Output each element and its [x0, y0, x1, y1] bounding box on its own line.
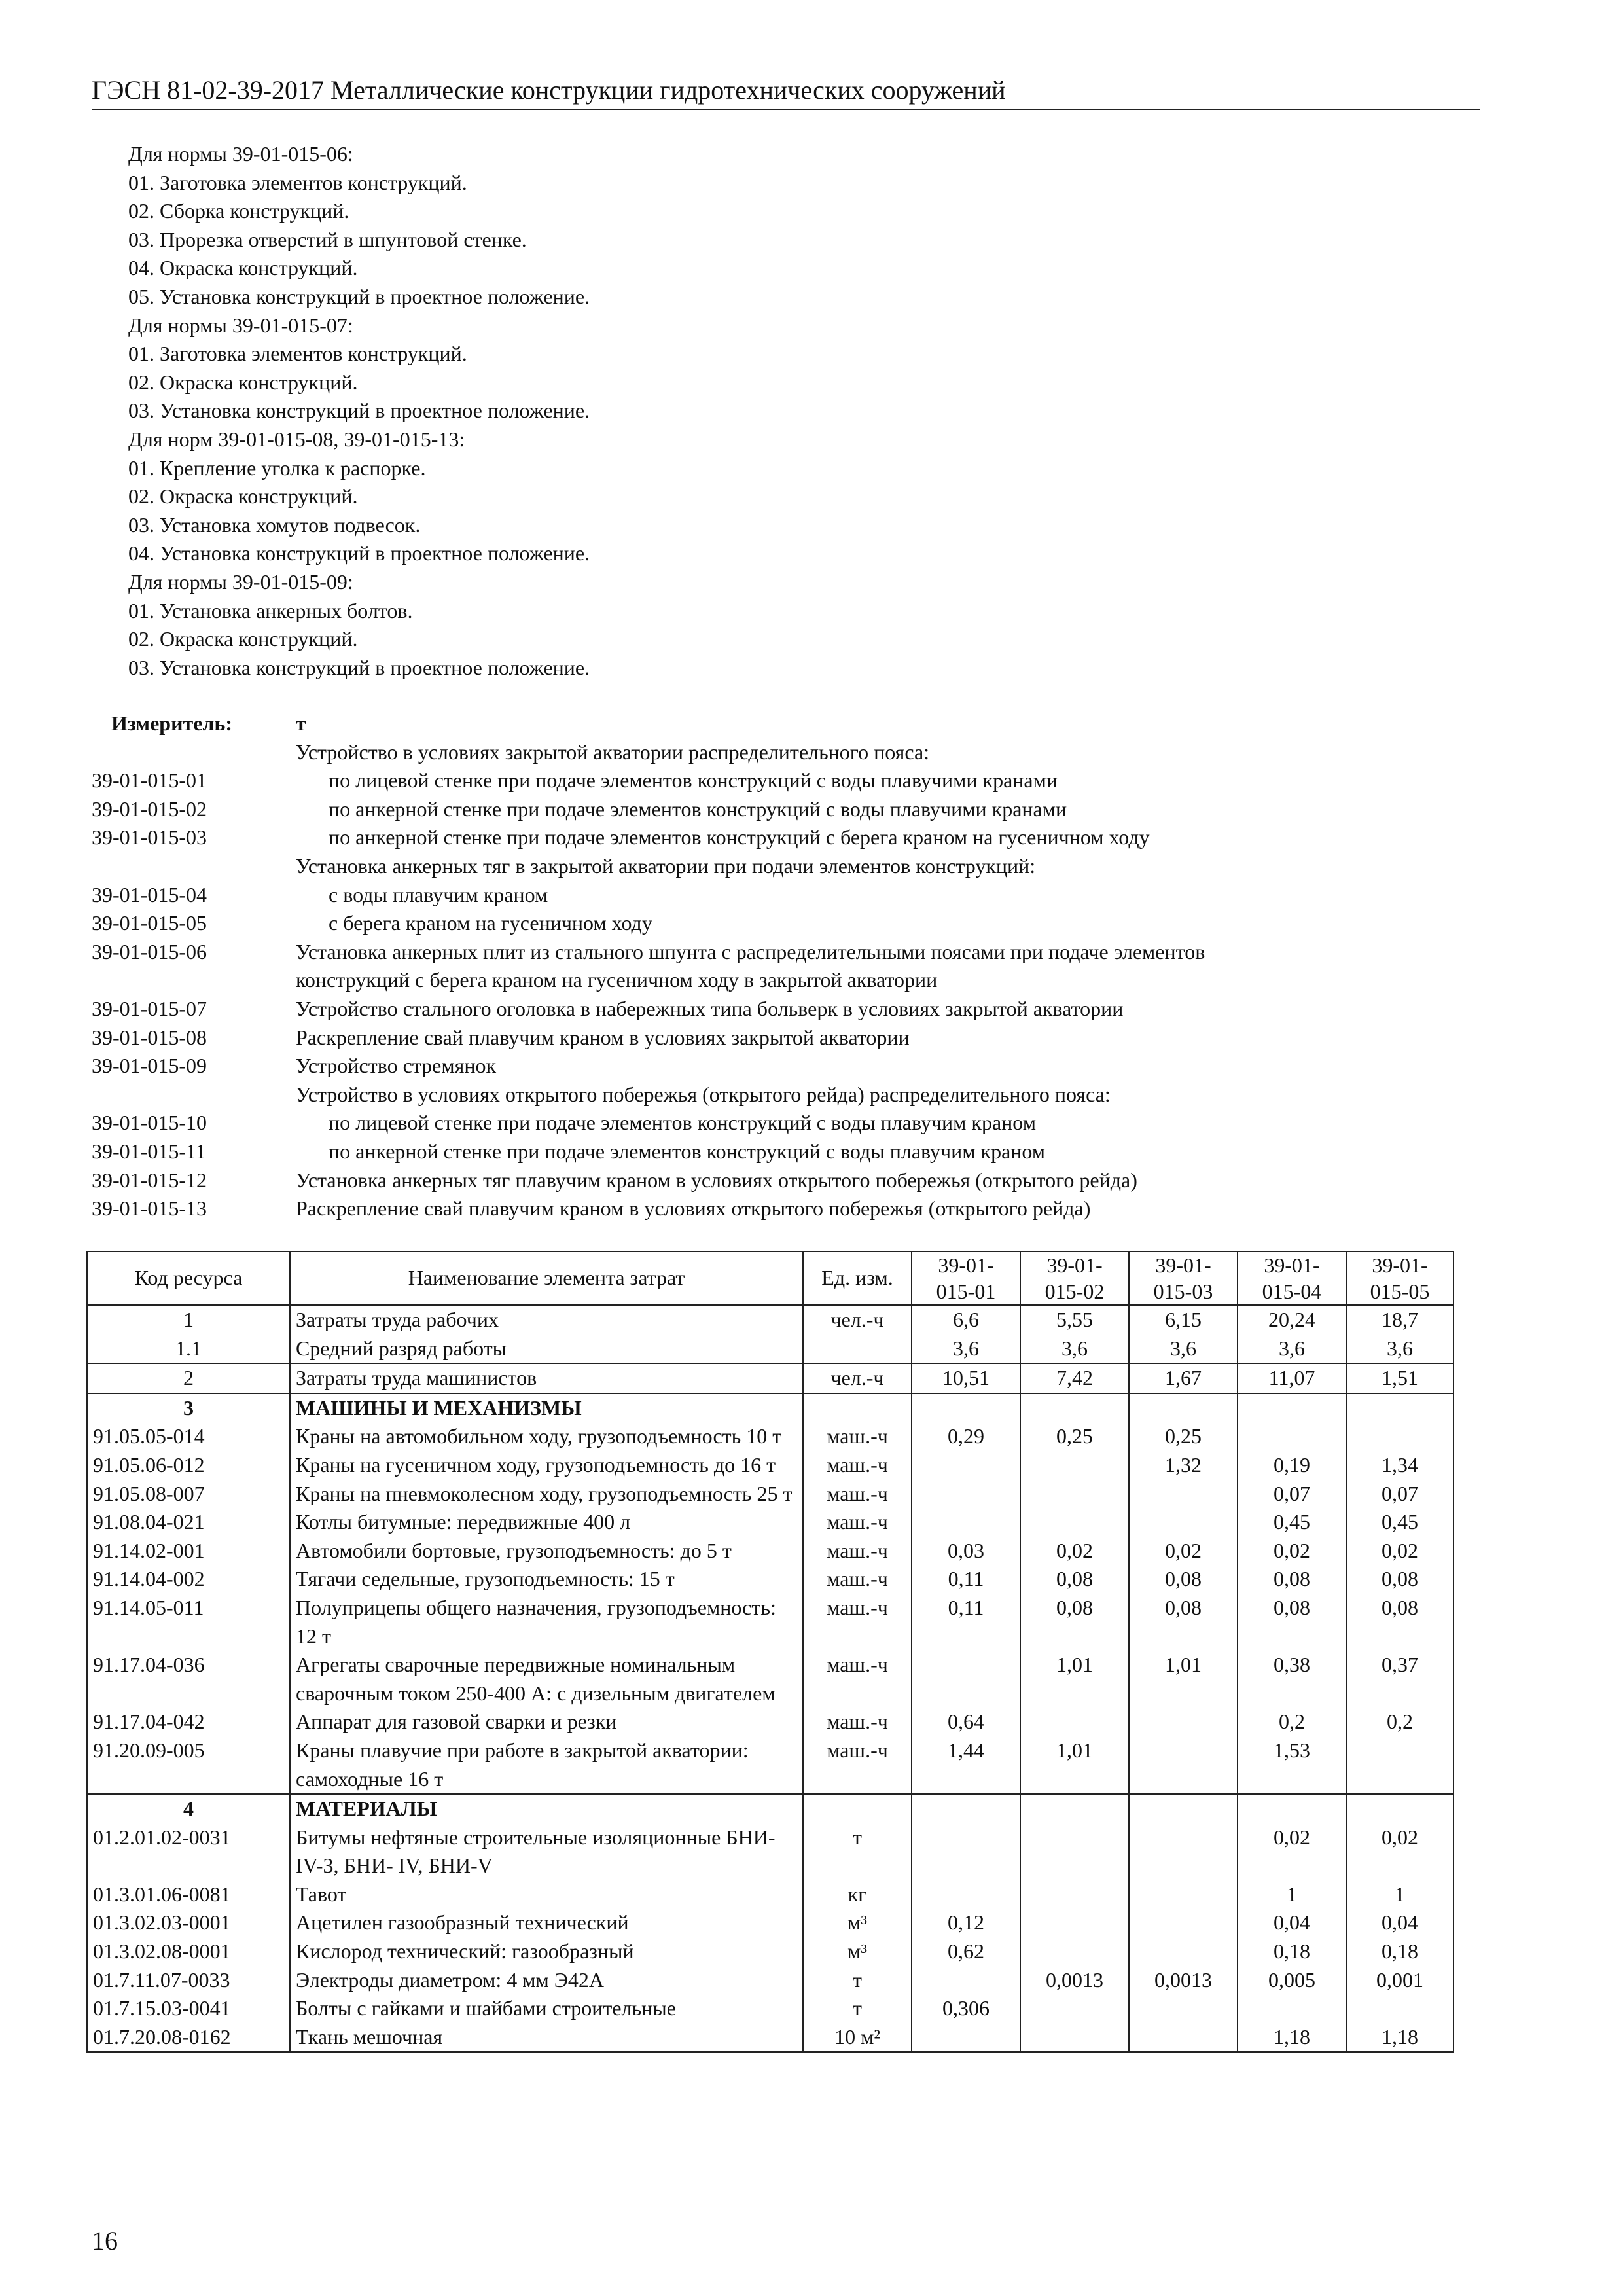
resource-value [1020, 1480, 1129, 1509]
resource-value [1129, 1823, 1238, 1880]
resource-code: 1.1 [87, 1335, 290, 1364]
resource-value: 0,07 [1238, 1480, 1346, 1509]
resource-code: 1 [87, 1305, 290, 1335]
resource-unit: чел.-ч [803, 1305, 912, 1335]
table-row [87, 1736, 1454, 1794]
measure-row [92, 1194, 1531, 1223]
resource-name: Автомобили бортовые, грузоподъемность: до 5 т [290, 1537, 803, 1566]
resource-value [1020, 1508, 1129, 1537]
resource-value: 0,0013 [1020, 1966, 1129, 1995]
resource-unit: маш.-ч [803, 1565, 912, 1594]
norm-description: Раскрепление свай плавучим краном в условиях открытого побережья (открытого рейда) [296, 1196, 1091, 1221]
resource-name: Аппарат для газовой сварки и резки [290, 1708, 803, 1736]
resource-name: Краны на гусеничном ходу, грузоподъемность до 16 т [290, 1451, 803, 1480]
resource-code: 91.14.05-011 [87, 1594, 290, 1651]
resource-value: 0,08 [1346, 1594, 1454, 1651]
resource-unit: маш.-ч [803, 1708, 912, 1736]
resource-value: 0,08 [1020, 1594, 1129, 1651]
resource-code: 91.05.05-014 [87, 1422, 290, 1451]
resource-value: 1 [1346, 1880, 1454, 1909]
table-row [87, 1537, 1454, 1566]
resource-code: 01.3.01.06-0081 [87, 1880, 290, 1909]
measure-row [92, 1024, 1531, 1052]
resource-value [1238, 1393, 1346, 1423]
resource-value: 0,0013 [1129, 1966, 1238, 1995]
resource-unit [803, 1335, 912, 1364]
measure-row [92, 909, 1531, 938]
resource-name: Средний разряд работы [290, 1335, 803, 1364]
resource-name: Битумы нефтяные строительные изоляционные БНИ-IV-3, БНИ- IV, БНИ-V [290, 1823, 803, 1880]
resource-value [1129, 1393, 1238, 1423]
resource-name: Затраты труда машинистов [290, 1363, 803, 1393]
measure-row [92, 766, 1531, 795]
step-line: 02. Окраска конструкций. [128, 627, 358, 651]
resource-unit: маш.-ч [803, 1451, 912, 1480]
resource-value [912, 1794, 1020, 1823]
resource-unit: чел.-ч [803, 1363, 912, 1393]
norm-code: 39-01-015-13 [92, 1196, 207, 1221]
resource-name: Болты с гайками и шайбами строительные [290, 1994, 803, 2023]
header-title: ГЭСН 81-02-39-2017 Металлические конструкции гидротехнических сооружений [92, 75, 1006, 105]
resource-name: Краны плавучие при работе в закрытой акватории: самоходные 16 т [290, 1736, 803, 1794]
resource-value [1238, 1794, 1346, 1823]
step-line: Для нормы 39-01-015-07: [128, 313, 353, 337]
norm-description: Устройство в условиях закрытой акватории распределительного пояса: [296, 740, 930, 764]
table-row [87, 1651, 1454, 1708]
resource-value: 0,18 [1238, 1937, 1346, 1966]
table-row [87, 1363, 1454, 1393]
norm-description: Устройство стального оголовка в набережных типа больверк в условиях закрытой акватории [296, 996, 1124, 1020]
resource-value [912, 1451, 1020, 1480]
resource-value: 0,306 [912, 1994, 1020, 2023]
norm-description: Устройство стремянок [296, 1054, 497, 1078]
measure-unit: т [296, 711, 306, 735]
resource-value [912, 1880, 1020, 1909]
resource-value [1346, 1994, 1454, 2023]
resource-value: 0,07 [1346, 1480, 1454, 1509]
resource-value: 1 [1238, 1880, 1346, 1909]
resource-value [1129, 1480, 1238, 1509]
header-col [1238, 1251, 1346, 1305]
resource-value: 0,11 [912, 1565, 1020, 1594]
measure-row [92, 1081, 1531, 1109]
resource-code: 4 [87, 1794, 290, 1823]
norm-description: по анкерной стенке при подаче элементов конструкций с воды плавучим краном [329, 1139, 1046, 1163]
norm-description: Раскрепление свай плавучим краном в условиях закрытой акватории [296, 1025, 910, 1049]
table-row [87, 1909, 1454, 1937]
resource-name: Электроды диаметром: 4 мм Э42А [290, 1966, 803, 1995]
resource-value [1346, 1422, 1454, 1451]
resource-value [1238, 1994, 1346, 2023]
measure-row [92, 852, 1531, 881]
norm-description: с воды плавучим краном [329, 882, 548, 906]
resource-value: 0,08 [1238, 1565, 1346, 1594]
resource-value [1129, 1508, 1238, 1537]
resource-value: 0,04 [1346, 1909, 1454, 1937]
resource-value [1020, 1880, 1129, 1909]
resource-value [912, 1966, 1020, 1995]
resource-unit: т [803, 1994, 912, 2023]
resource-value [1129, 1994, 1238, 2023]
resource-value [1020, 1994, 1129, 2023]
step-line: Для нормы 39-01-015-09: [128, 569, 353, 594]
page-number: 16 [92, 2226, 118, 2255]
resource-value [912, 2023, 1020, 2053]
resource-value: 0,2 [1346, 1708, 1454, 1736]
resource-value: 0,37 [1346, 1651, 1454, 1708]
measure-row [92, 1166, 1531, 1195]
resource-value: 10,51 [912, 1363, 1020, 1393]
resource-value [1346, 1393, 1454, 1423]
resource-value: 6,6 [912, 1305, 1020, 1335]
resource-name: Ткань мешочная [290, 2023, 803, 2053]
resource-value: 20,24 [1238, 1305, 1346, 1335]
measure-row [92, 795, 1531, 824]
resource-value: 0,62 [912, 1937, 1020, 1966]
resource-code: 91.08.04-021 [87, 1508, 290, 1537]
table-row [87, 1451, 1454, 1480]
resource-unit: т [803, 1823, 912, 1880]
section-row [87, 1393, 1454, 1423]
resource-value: 3,6 [1129, 1335, 1238, 1364]
resource-unit [803, 1794, 912, 1823]
header-name: Наименование элемента затрат [290, 1251, 803, 1305]
header-col-label: 39-01- 015-01 [936, 1253, 996, 1303]
resource-name: Тавот [290, 1880, 803, 1909]
resource-value: 0,02 [1020, 1537, 1129, 1566]
resource-name: МАШИНЫ И МЕХАНИЗМЫ [290, 1393, 803, 1423]
resource-value [1129, 1736, 1238, 1794]
norm-code: 39-01-015-05 [92, 911, 207, 935]
resource-name: Полуприцепы общего назначения, грузоподъемность: 12 т [290, 1594, 803, 1651]
step-line: 04. Окраска конструкций. [128, 256, 358, 280]
resource-value: 0,29 [912, 1422, 1020, 1451]
resource-value: 3,6 [1238, 1335, 1346, 1364]
resource-value: 0,19 [1238, 1451, 1346, 1480]
resource-value: 0,12 [912, 1909, 1020, 1937]
resource-value: 5,55 [1020, 1305, 1129, 1335]
step-line: 01. Заготовка элементов конструкций. [128, 170, 467, 194]
resource-value [1020, 2023, 1129, 2053]
resource-value [912, 1651, 1020, 1708]
table-row [87, 1335, 1454, 1364]
norm-description: с берега краном на гусеничном ходу [329, 911, 652, 935]
header-unit: Ед. изм. [803, 1251, 912, 1305]
norm-code: 39-01-015-06 [92, 939, 207, 963]
resource-value: 0,02 [1346, 1537, 1454, 1566]
resource-value [1129, 2023, 1238, 2053]
norm-description: по анкерной стенке при подаче элементов конструкций с воды плавучими кранами [329, 797, 1067, 821]
table-row [87, 1594, 1454, 1651]
resource-value: 1,32 [1129, 1451, 1238, 1480]
table-row [87, 1422, 1454, 1451]
resource-table [86, 1251, 1454, 2053]
resource-code: 91.05.08-007 [87, 1480, 290, 1509]
measure-row [92, 1138, 1531, 1166]
header-col [912, 1251, 1020, 1305]
resource-unit: маш.-ч [803, 1537, 912, 1566]
resource-value: 0,08 [1129, 1565, 1238, 1594]
resource-value: 0,45 [1346, 1508, 1454, 1537]
resource-value [1129, 1794, 1238, 1823]
resource-name: Кислород технический: газообразный [290, 1937, 803, 1966]
measure-row [92, 881, 1531, 910]
table-row [87, 1305, 1454, 1335]
resource-name: МАТЕРИАЛЫ [290, 1794, 803, 1823]
resource-value: 0,02 [1238, 1537, 1346, 1566]
resource-value [1020, 1909, 1129, 1937]
step-line: Для норм 39-01-015-08, 39-01-015-13: [128, 427, 465, 451]
resource-code: 91.05.06-012 [87, 1451, 290, 1480]
measure-row [92, 995, 1531, 1024]
resource-value [1346, 1736, 1454, 1794]
step-line: 03. Установка хомутов подвесок. [128, 512, 421, 537]
resource-unit: маш.-ч [803, 1480, 912, 1509]
resource-value: 1,01 [1020, 1651, 1129, 1708]
resource-value: 0,45 [1238, 1508, 1346, 1537]
resource-value: 0,02 [1346, 1823, 1454, 1880]
resource-value: 11,07 [1238, 1363, 1346, 1393]
resource-code: 2 [87, 1363, 290, 1393]
resource-unit: маш.-ч [803, 1651, 912, 1708]
norm-code: 39-01-015-07 [92, 996, 207, 1020]
resource-value [1020, 1708, 1129, 1736]
resource-unit: маш.-ч [803, 1736, 912, 1794]
resource-value: 3,6 [1020, 1335, 1129, 1364]
resource-value: 6,15 [1129, 1305, 1238, 1335]
norm-description: по лицевой стенке при подаче элементов конструкций с воды плавучими кранами [329, 768, 1058, 793]
resource-value [1020, 1393, 1129, 1423]
resource-code: 01.2.01.02-0031 [87, 1823, 290, 1880]
measure-row [92, 1052, 1531, 1081]
resource-value: 0,08 [1238, 1594, 1346, 1651]
measure-label: Измеритель: [111, 711, 232, 735]
resource-value: 3,6 [1346, 1335, 1454, 1364]
resource-value [1346, 1794, 1454, 1823]
resource-value: 1,01 [1020, 1736, 1129, 1794]
resource-value [912, 1508, 1020, 1537]
resource-value: 0,08 [1346, 1565, 1454, 1594]
resource-value: 1,18 [1238, 2023, 1346, 2053]
resource-value [912, 1393, 1020, 1423]
resource-value: 3,6 [912, 1335, 1020, 1364]
header-col [1346, 1251, 1454, 1305]
norm-description: Установка анкерных плит из стального шпунта с распределительными поясами при подаче элементов [296, 939, 1205, 963]
resource-unit: маш.-ч [803, 1422, 912, 1451]
step-line: 04. Установка конструкций в проектное положение. [128, 541, 590, 565]
resource-name: Затраты труда рабочих [290, 1305, 803, 1335]
measure-row [92, 709, 1531, 738]
resource-value: 0,005 [1238, 1966, 1346, 1995]
resource-code: 01.7.20.08-0162 [87, 2023, 290, 2053]
resource-code: 91.17.04-036 [87, 1651, 290, 1708]
measure-row [92, 966, 1531, 995]
resource-name: Тягачи седельные, грузоподъемность: 15 т [290, 1565, 803, 1594]
resource-value: 0,02 [1129, 1537, 1238, 1566]
step-line: 03. Прорезка отверстий в шпунтовой стенке. [128, 227, 527, 251]
resource-unit: маш.-ч [803, 1508, 912, 1537]
resource-unit: м³ [803, 1937, 912, 1966]
resource-value: 1,34 [1346, 1451, 1454, 1480]
norm-code: 39-01-015-03 [92, 825, 207, 850]
measure-row [92, 738, 1531, 767]
resource-name: Агрегаты сварочные передвижные номинальным сварочным током 250-400 А: с дизельным двигателем [290, 1651, 803, 1708]
resource-value: 0,08 [1020, 1565, 1129, 1594]
resource-value: 0,11 [912, 1594, 1020, 1651]
header-col [1020, 1251, 1129, 1305]
table-row [87, 1508, 1454, 1537]
norm-code: 39-01-015-12 [92, 1168, 207, 1192]
resource-value [1129, 1880, 1238, 1909]
resource-code: 91.14.02-001 [87, 1537, 290, 1566]
resource-value: 0,18 [1346, 1937, 1454, 1966]
resource-value: 0,25 [1129, 1422, 1238, 1451]
measure-section [92, 709, 1531, 1223]
header-col-label: 39-01- 015-02 [1044, 1253, 1105, 1303]
resource-unit: т [803, 1966, 912, 1995]
resource-value: 0,02 [1238, 1823, 1346, 1880]
norm-code: 39-01-015-02 [92, 797, 207, 821]
step-line: 03. Установка конструкций в проектное положение. [128, 399, 590, 423]
norm-code: 39-01-015-04 [92, 882, 207, 906]
resource-value [912, 1480, 1020, 1509]
resource-value: 0,25 [1020, 1422, 1129, 1451]
table-row [87, 1708, 1454, 1736]
resource-unit: маш.-ч [803, 1594, 912, 1651]
resource-code: 01.7.15.03-0041 [87, 1994, 290, 2023]
resource-code: 91.17.04-042 [87, 1708, 290, 1736]
resource-value [1020, 1794, 1129, 1823]
norm-description: Установка анкерных тяг плавучим краном в условиях открытого побережья (открытого рейда) [296, 1168, 1137, 1192]
resource-name: Краны на пневмоколесном ходу, грузоподъемность 25 т [290, 1480, 803, 1509]
step-line: 01. Установка анкерных болтов. [128, 598, 413, 622]
step-line: 02. Окраска конструкций. [128, 484, 358, 509]
table-row [87, 1880, 1454, 1909]
step-line: 01. Крепление уголка к распорке. [128, 456, 426, 480]
resource-code: 3 [87, 1393, 290, 1423]
resource-value [1020, 1823, 1129, 1880]
resource-value: 1,18 [1346, 2023, 1454, 2053]
norm-description: по лицевой стенке при подаче элементов конструкций с воды плавучим краном [329, 1111, 1036, 1135]
resource-value: 7,42 [1020, 1363, 1129, 1393]
resource-value [1129, 1708, 1238, 1736]
header-col-label: 39-01- 015-04 [1262, 1253, 1322, 1303]
norm-description: Устройство в условиях открытого побережья (открытого рейда) распределительного пояса: [296, 1082, 1111, 1106]
resource-value: 18,7 [1346, 1305, 1454, 1335]
norm-code: 39-01-015-11 [92, 1139, 206, 1163]
resource-value: 0,04 [1238, 1909, 1346, 1937]
table-header-row [87, 1251, 1454, 1305]
header-col-label: 39-01- 015-05 [1370, 1253, 1430, 1303]
resource-value [1238, 1422, 1346, 1451]
resource-name: Краны на автомобильном ходу, грузоподъемность 10 т [290, 1422, 803, 1451]
resource-value: 0,001 [1346, 1966, 1454, 1995]
norm-description: Установка анкерных тяг в закрытой акватории при подачи элементов конструкций: [296, 853, 1036, 878]
norm-code: 39-01-015-10 [92, 1111, 207, 1135]
resource-value: 0,2 [1238, 1708, 1346, 1736]
document-header [92, 72, 1480, 110]
resource-value: 1,67 [1129, 1363, 1238, 1393]
resource-value: 0,03 [912, 1537, 1020, 1566]
resource-value: 1,44 [912, 1736, 1020, 1794]
norm-code: 39-01-015-08 [92, 1025, 207, 1049]
norm-description: конструкций с берега краном на гусеничном ходу в закрытой акватории [296, 968, 938, 992]
resource-value: 1,51 [1346, 1363, 1454, 1393]
resource-name: Котлы битумные: передвижные 400 л [290, 1508, 803, 1537]
header-code: Код ресурса [87, 1251, 290, 1305]
resource-code: 01.3.02.03-0001 [87, 1909, 290, 1937]
step-line: 03. Установка конструкций в проектное положение. [128, 655, 590, 679]
resource-unit: кг [803, 1880, 912, 1909]
measure-row [92, 938, 1531, 967]
resource-unit: м³ [803, 1909, 912, 1937]
resource-code: 91.20.09-005 [87, 1736, 290, 1794]
resource-value [912, 1823, 1020, 1880]
resource-value [1129, 1909, 1238, 1937]
table-row [87, 1823, 1454, 1880]
norm-code: 39-01-015-09 [92, 1054, 207, 1078]
resource-code: 01.7.11.07-0033 [87, 1966, 290, 1995]
resource-code: 91.14.04-002 [87, 1565, 290, 1594]
step-line: Для нормы 39-01-015-06: [128, 142, 353, 166]
step-line: 01. Заготовка элементов конструкций. [128, 342, 467, 366]
work-steps [128, 140, 590, 682]
step-line: 02. Сборка конструкций. [128, 199, 349, 223]
resource-value: 0,08 [1129, 1594, 1238, 1651]
resource-value: 0,38 [1238, 1651, 1346, 1708]
resource-value: 1,01 [1129, 1651, 1238, 1708]
table-row [87, 1565, 1454, 1594]
header-col [1129, 1251, 1238, 1305]
table-row [87, 1480, 1454, 1509]
step-line: 05. Установка конструкций в проектное положение. [128, 284, 590, 308]
resource-value: 0,64 [912, 1708, 1020, 1736]
resource-code: 01.3.02.08-0001 [87, 1937, 290, 1966]
norm-code: 39-01-015-01 [92, 768, 207, 793]
norm-description: по анкерной стенке при подаче элементов конструкций с берега краном на гусеничном ходу [329, 825, 1150, 850]
table-row [87, 1994, 1454, 2023]
step-line: 02. Окраска конструкций. [128, 370, 358, 394]
resource-value [1020, 1451, 1129, 1480]
table-row [87, 1937, 1454, 1966]
header-col-label: 39-01- 015-03 [1153, 1253, 1213, 1303]
table-row [87, 1966, 1454, 1995]
resource-value [1020, 1937, 1129, 1966]
resource-value: 1,53 [1238, 1736, 1346, 1794]
measure-row [92, 823, 1531, 852]
resource-unit: 10 м² [803, 2023, 912, 2053]
table-row [87, 2023, 1454, 2053]
resource-unit [803, 1393, 912, 1423]
resource-name: Ацетилен газообразный технический [290, 1909, 803, 1937]
section-row [87, 1794, 1454, 1823]
resource-value [1129, 1937, 1238, 1966]
measure-row [92, 1109, 1531, 1138]
